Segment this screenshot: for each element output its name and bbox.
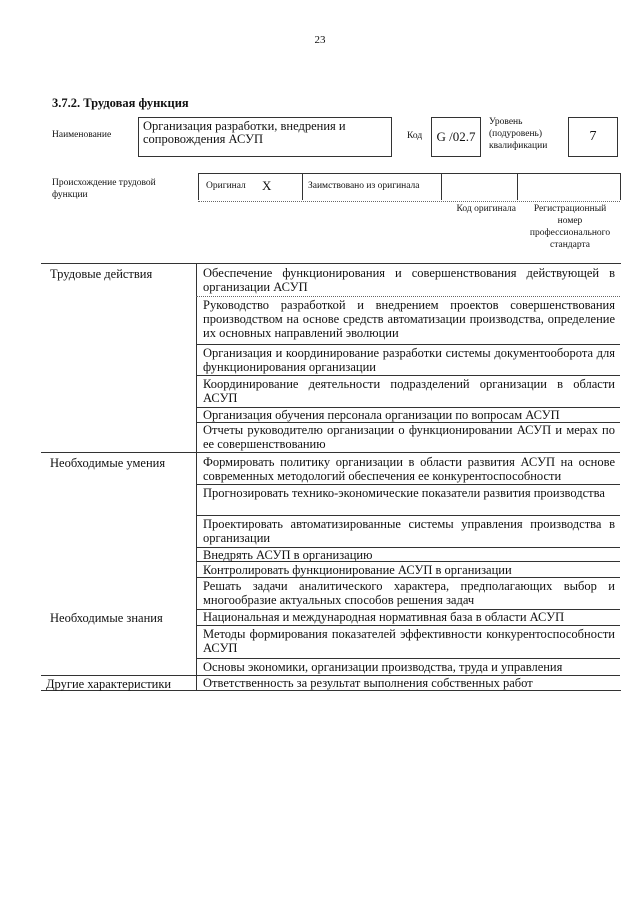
original-mark: X xyxy=(262,178,272,193)
section-title: 3.7.2. Трудовая функция xyxy=(52,96,189,110)
level-label: Уровень (подуровень) квалификации xyxy=(489,117,548,151)
skill-item: Проектировать автоматизированные системы управления производства в организации xyxy=(203,517,615,545)
labor-action-item: Организация обучения персонала организации по вопросам АСУП xyxy=(203,408,560,422)
knowledge-item: Методы формирования показателей эффективности конкурентоспособности АСУП xyxy=(203,627,615,655)
other-item: Ответственность за результат выполнения собственных работ xyxy=(203,676,533,690)
skills-label: Необходимые умения xyxy=(50,456,166,470)
knowledge-label: Необходимые знания xyxy=(50,611,163,625)
original-label: Оригинал xyxy=(206,181,246,191)
knowledge-item: Основы экономики, организации производства, труда и управления xyxy=(203,660,563,674)
skill-item: Формировать политику организации в области развития АСУП на основе современных методологий обеспечения ее конкурентоспособности xyxy=(203,455,615,483)
labor-actions-label: Трудовые действия xyxy=(50,267,153,281)
labor-action-item: Руководство разработкой и внедрением проектов совершенствования производством на основе средств автоматизации производства, определение их основных направлений эволюции xyxy=(203,298,615,340)
knowledge-item: Национальная и международная нормативная база в области АСУП xyxy=(203,610,565,624)
name-label: Наименование xyxy=(52,130,112,140)
other-label: Другие характеристики xyxy=(46,677,172,691)
labor-action-item: Отчеты руководителю организации о функционировании АСУП и мерах по ее совершенствованию xyxy=(203,423,615,451)
qualification-level: 7 xyxy=(568,117,618,157)
function-name: Организация разработки, внедрения и сопровождения АСУП xyxy=(143,119,346,146)
borrowed-label: Заимствовано из оригинала xyxy=(308,181,420,191)
labor-action-item: Организация и координирование разработки системы документооборота для функционирования организации xyxy=(203,346,615,374)
skill-item: Внедрять АСУП в организацию xyxy=(203,548,373,562)
code-label: Код xyxy=(407,131,423,141)
skill-item: Решать задачи аналитического характера, предполагающих выбор и многообразие актуальных способов решения задач xyxy=(203,579,615,607)
labor-action-item: Обеспечение функционирования и совершенствования действующей в организации АСУП xyxy=(203,266,615,294)
labor-action-item: Координирование деятельности подразделений организации в области АСУП xyxy=(203,377,615,405)
function-name-box xyxy=(138,117,392,157)
reg-number-label: Регистрационный номер профессионального стандарта xyxy=(529,204,611,250)
code-original-label: Код оригинала xyxy=(456,204,516,214)
skill-item: Прогнозировать технико-экономические показатели развития производства xyxy=(203,486,605,500)
page-number: 23 xyxy=(314,34,326,46)
function-code: G /02.7 xyxy=(431,117,481,157)
origin-label: Происхождение трудовой функции xyxy=(52,178,156,200)
skill-item: Контролировать функционирование АСУП в организации xyxy=(203,563,512,577)
